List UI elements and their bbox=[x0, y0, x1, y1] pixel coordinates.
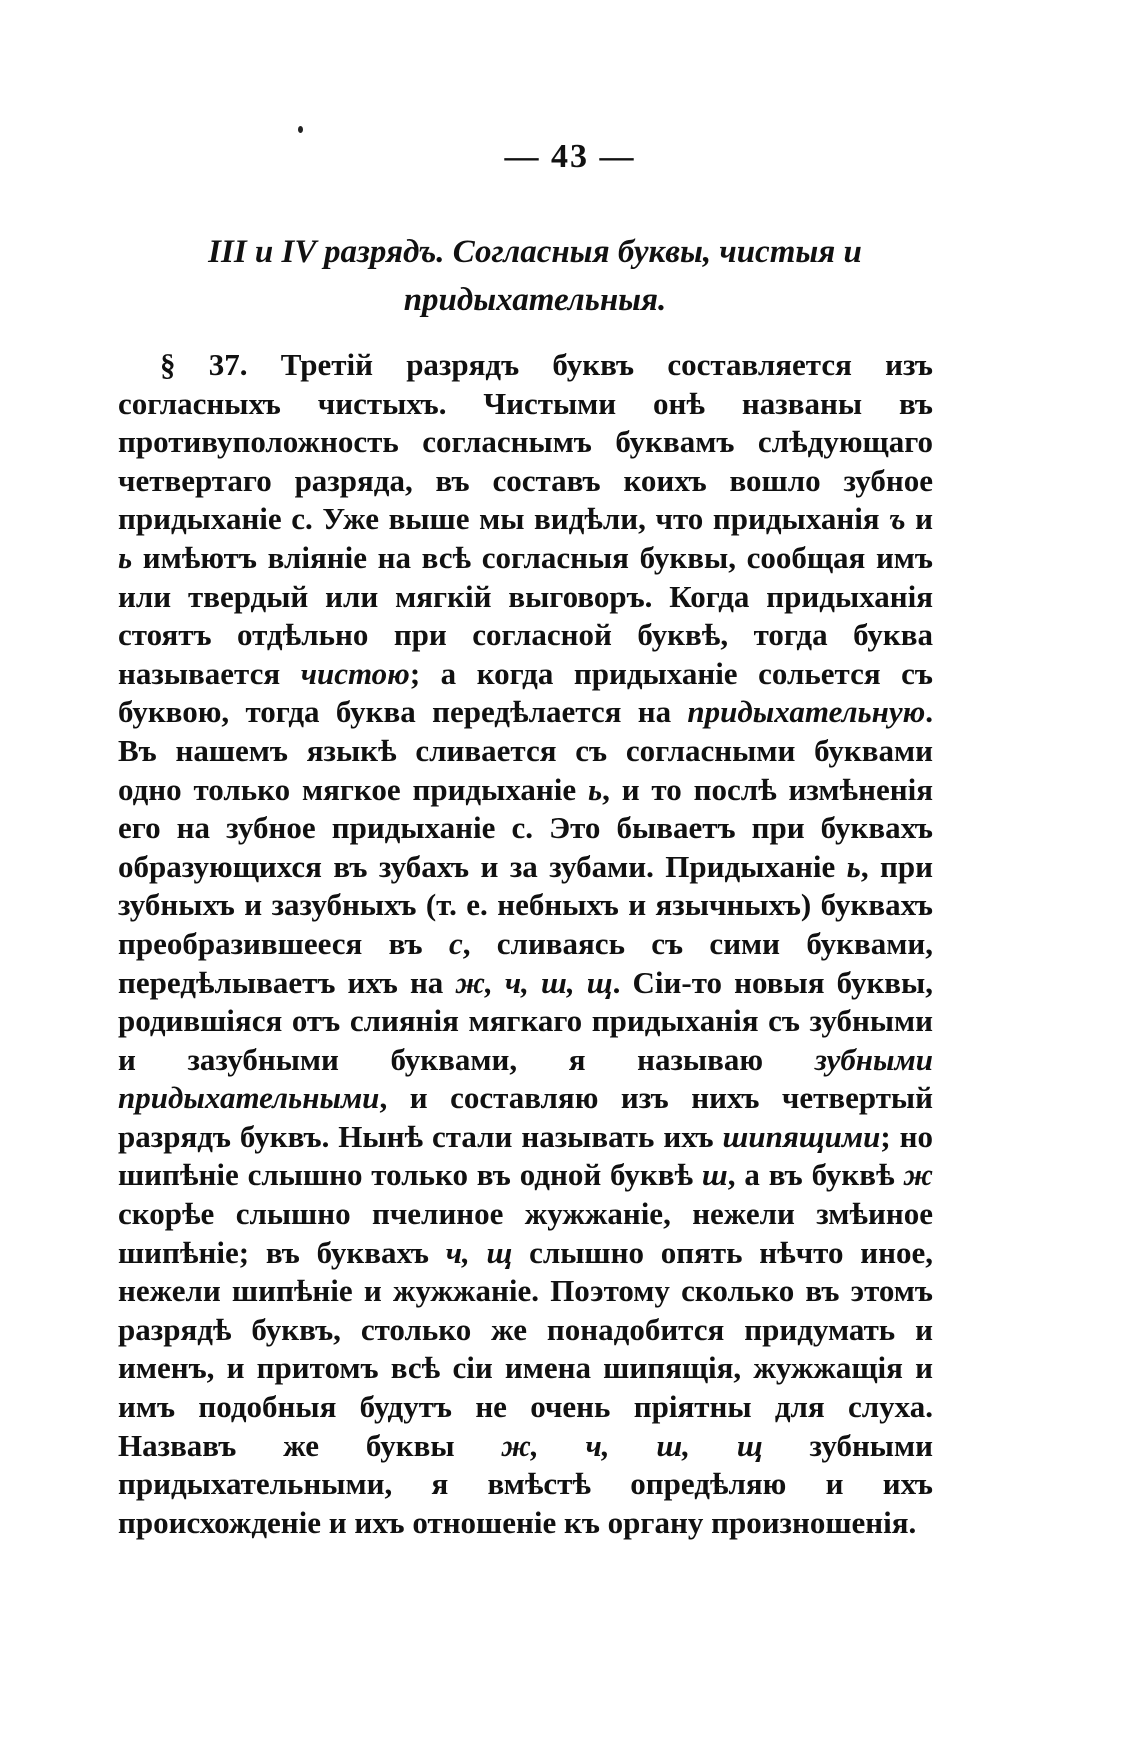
text-run: , а въ буквѣ bbox=[727, 1157, 904, 1193]
italic-run: ж bbox=[903, 1157, 933, 1193]
text-run: ; а когда придыханіе сольется съ буквою, тогда буква передѣлается на bbox=[118, 655, 933, 730]
text-run: слышно опять нѣчто иное, нежели шипѣніе и жужжаніе. Поэтому сколько въ этомъ разрядѣ буквъ, столько же понадобится придумать и именъ, и притомъ всѣ сіи имена шипящія, жужжащія и имъ подобныя будутъ не очень пріятны для слуха. Назвавъ же буквы bbox=[118, 1234, 933, 1463]
italic-run: ж, ч, ш, щ bbox=[455, 964, 613, 1000]
italic-run: ж, ч, ш, щ bbox=[501, 1427, 763, 1463]
text-run: , при зубныхъ и зазубныхъ (т. е. небныхъ и язычныхъ) буквахъ преобразившееся въ bbox=[118, 848, 933, 961]
text-run: имѣютъ вліяніе на всѣ согласныя буквы, сообщая имъ или твердый или мягкій выговоръ. Когда придыханія стоятъ отдѣльно при согласной буквѣ, тогда буква называется bbox=[118, 539, 933, 691]
text-run: , и составляю изъ нихъ четвертый разрядъ буквъ. Нынѣ стали называть ихъ bbox=[118, 1080, 933, 1154]
text-run: скорѣе слышно пчелиное жужжаніе, нежели змѣиное шипѣніе; въ буквахъ bbox=[118, 1196, 933, 1270]
italic-run: ь bbox=[846, 848, 861, 884]
italic-run: чистою bbox=[300, 655, 410, 691]
italic-run: с bbox=[448, 925, 463, 961]
italic-run: шипящими bbox=[722, 1118, 881, 1154]
italic-run: придыхательную bbox=[687, 694, 926, 730]
italic-run: ь bbox=[587, 771, 603, 807]
italic-run: ч, щ bbox=[445, 1234, 513, 1270]
text-run: зубными придыхательными, я вмѣстѣ опредѣляю и ихъ происхожденіе и ихъ отношеніе къ органу произношенія. bbox=[118, 1427, 933, 1540]
text-run: , сливаясь съ сими буквами, передѣлываетъ ихъ на bbox=[118, 925, 933, 1000]
text-run: и bbox=[905, 501, 933, 537]
italic-run: зубными придыхательными bbox=[118, 1041, 933, 1116]
ink-speck bbox=[298, 126, 303, 133]
text-run: § 37. Третій разрядъ буквъ составляется изъ согласныхъ чистыхъ. Чистыми онѣ названы въ противуположность согласнымъ буквамъ слѣдующаго четвертаго разряда, въ составъ коихъ вошло зубное придыханіе с. Уже выше мы видѣли, что придыханія bbox=[118, 347, 933, 537]
section-heading-text: III и IV разрядъ. Согласныя буквы, чистыя и придыхательныя. bbox=[208, 234, 862, 318]
text-run: . Сіи-то новыя буквы, родившіяся отъ слиянія мягкаго придыханія съ зубными и зазубными буквами, я называю bbox=[118, 964, 933, 1077]
text-run: ; но шипѣніе слышно только въ одной буквѣ bbox=[118, 1118, 933, 1193]
paragraph-37 bbox=[118, 346, 933, 1542]
page-number: — 43 — bbox=[504, 138, 636, 175]
text-run: , и то послѣ измѣненія его на зубное придыханіе с. Это бываетъ при буквахъ образующихся въ зубахъ и за зубами. Придыханіе bbox=[118, 771, 933, 884]
italic-run: ш bbox=[701, 1157, 728, 1193]
section-heading bbox=[120, 228, 950, 324]
text-run: . Въ нашемъ языкѣ сливается съ согласными буквами одно только мягкое придыханіе bbox=[118, 694, 933, 807]
italic-run: ь bbox=[118, 539, 133, 575]
italic-run: ъ bbox=[889, 501, 906, 537]
